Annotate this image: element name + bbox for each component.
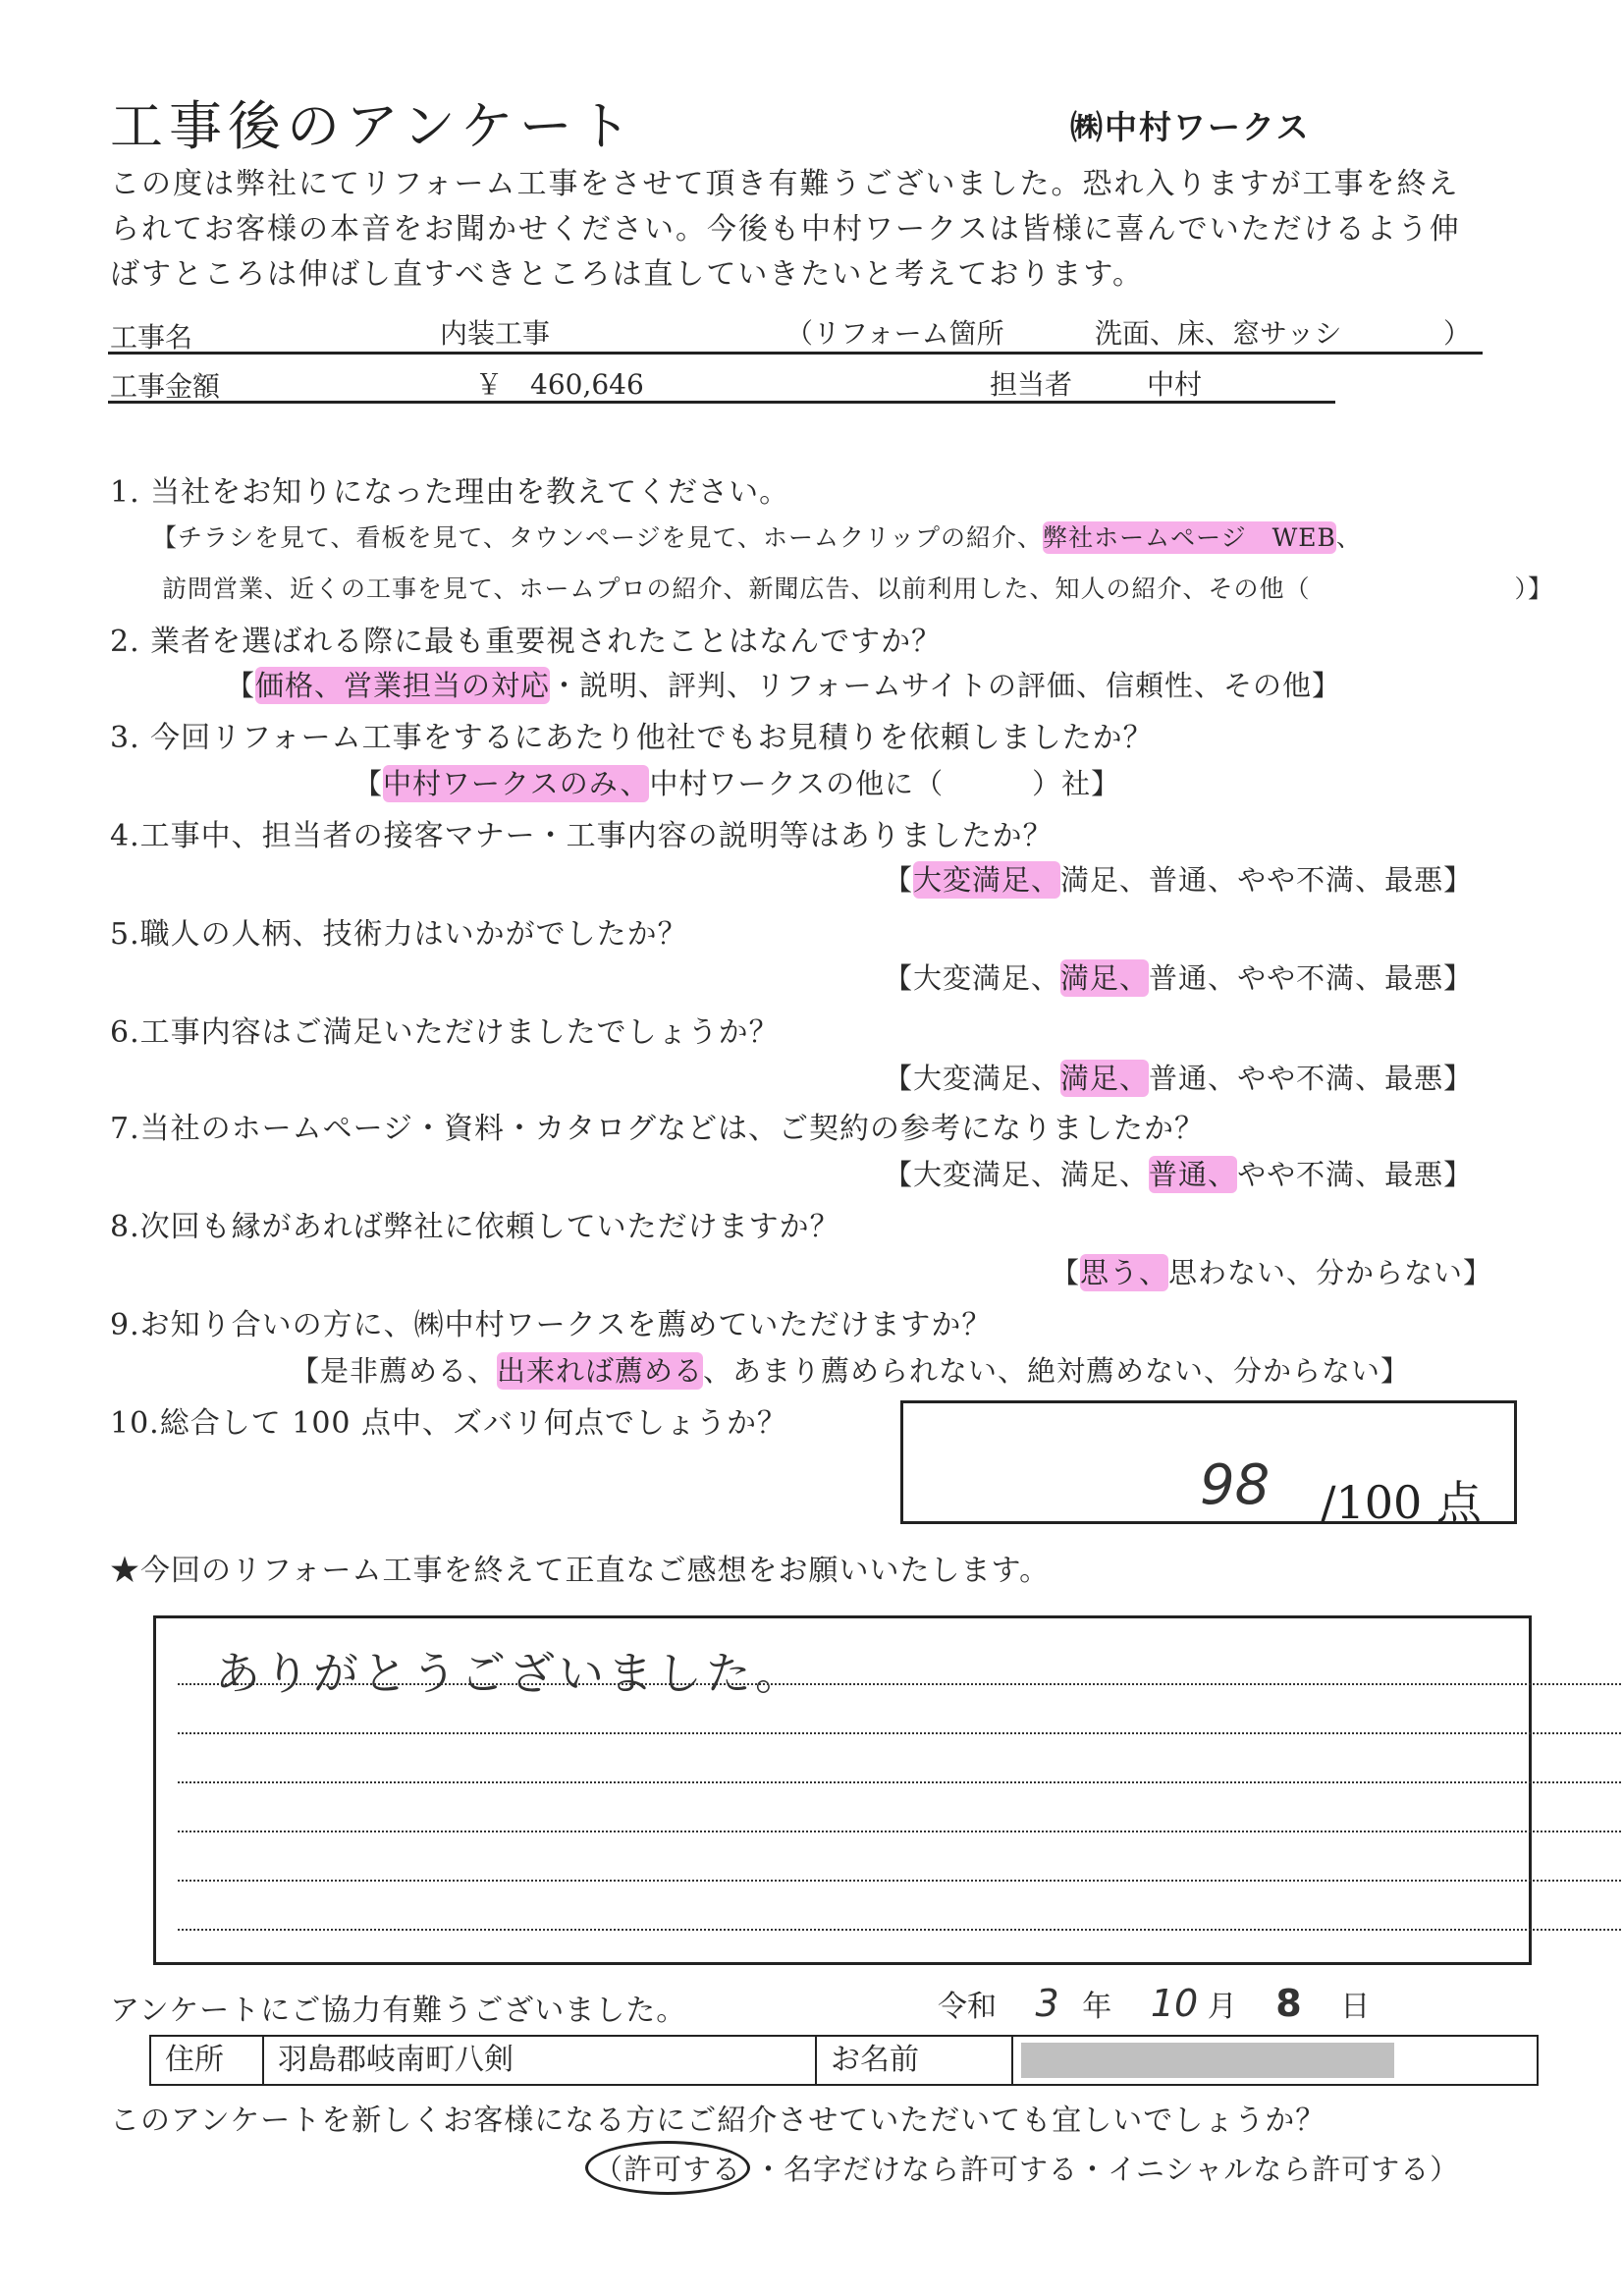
comment-line — [178, 1880, 1623, 1882]
option[interactable]: 最悪】 — [1384, 863, 1474, 897]
comment-line — [178, 1683, 1623, 1685]
question-4-options — [884, 858, 1473, 899]
date-month[interactable]: 10 — [1150, 1982, 1199, 2025]
date-day-unit: 日 — [1340, 1990, 1371, 2024]
question-1 — [110, 467, 789, 511]
option[interactable]: ・説明、評判、リフォームサイトの評価、信頼性、その他】 — [550, 669, 1341, 702]
option[interactable]: タウンページを見て、 — [509, 523, 764, 552]
question-3-options — [353, 762, 1120, 802]
question-1-options-line2[interactable]: 訪問営業、近くの工事を見て、ホームプロの紹介、新聞広告、以前利用した、知人の紹介、その他（ ）】 — [162, 574, 1554, 603]
score-value[interactable]: 98 — [1200, 1453, 1271, 1517]
question-text: 職人の人柄、技術力はいかがでしたか？ — [139, 917, 688, 952]
question-5 — [110, 909, 688, 953]
question-5-options — [884, 957, 1473, 997]
question-text: 次回も縁があれば弊社に依頼していただけますか？ — [139, 1210, 840, 1244]
question-6 — [110, 1008, 780, 1051]
name-value[interactable] — [1013, 2037, 1537, 2084]
question-8 — [110, 1202, 840, 1245]
question-text: 当社のホームページ・資料・カタログなどは、ご契約の参考になりましたか？ — [139, 1112, 1206, 1146]
option[interactable]: 、あまり薦められない、絶対薦めない、分からない】 — [703, 1354, 1411, 1388]
question-1-options-line1 — [152, 519, 1362, 554]
date-era: 令和 — [938, 1990, 997, 2024]
option-separator: 、 — [1335, 523, 1362, 552]
date-year[interactable]: 3 — [1035, 1982, 1059, 2025]
question-text: 工事中、担当者の接客マナー・工事内容の説明等はありましたか？ — [139, 819, 1054, 853]
permission-other-options[interactable]: ・名字だけなら許可する・イニシャルなら許可する） — [754, 2153, 1460, 2186]
score-suffix: /100 点 — [1321, 1476, 1482, 1529]
project-name-underline — [108, 352, 1483, 355]
question-text: 総合して 100 点中、ズバリ何点でしょうか？ — [159, 1406, 788, 1441]
location-value: 洗面、床、窓サッシ — [1095, 317, 1342, 350]
question-8-options — [1051, 1251, 1492, 1291]
comment-line — [178, 1781, 1623, 1783]
question-7-options — [884, 1153, 1473, 1193]
address-value[interactable]: 羽島郡岐南町八剣 — [264, 2037, 817, 2084]
company-name: ㈱中村ワークス — [1070, 108, 1311, 146]
bracket: 【 — [884, 1062, 914, 1095]
project-name-label: 工事名 — [110, 321, 193, 354]
option[interactable]: 看板を見て、 — [355, 523, 510, 552]
question-text: お知り合いの方に、㈱中村ワークスを薦めていただけますか？ — [139, 1308, 993, 1342]
option[interactable]: 【是非薦める、 — [291, 1354, 498, 1388]
intro-line-3: ばすところは伸ばし直すべきところは直していきたいと考えております。 — [110, 257, 1144, 292]
redacted-name — [1021, 2043, 1394, 2078]
question-7 — [110, 1104, 1205, 1147]
bracket: 【 — [884, 961, 914, 995]
option[interactable]: 【チラシを見て、 — [152, 523, 356, 552]
question-9-options — [291, 1349, 1410, 1390]
option[interactable]: やや不満、 — [1237, 961, 1385, 995]
amount-underline — [108, 401, 1335, 404]
question-number: 7. — [110, 1112, 140, 1146]
question-number: 8. — [110, 1210, 140, 1244]
option[interactable]: 満足、 — [1060, 863, 1150, 897]
option[interactable]: 最悪】 — [1384, 961, 1474, 995]
option[interactable]: やや不満、 — [1237, 1062, 1385, 1095]
bracket: 【 — [353, 767, 384, 800]
bracket: 【 — [226, 669, 256, 702]
option[interactable]: やや不満、 — [1237, 863, 1385, 897]
date-month-unit: 月 — [1207, 1990, 1237, 2024]
address-label: 住所 — [151, 2037, 264, 2084]
option-selected[interactable]: 満足、 — [1060, 961, 1150, 995]
page-title: 工事後のアンケート — [110, 95, 637, 157]
permission-selected[interactable]: （許可する — [585, 2141, 750, 2195]
question-2-options — [226, 664, 1341, 704]
amount-value: ￥ 460,646 — [475, 368, 644, 401]
option-selected[interactable]: 価格、営業担当の対応 — [255, 669, 551, 702]
question-10 — [110, 1398, 787, 1442]
question-number: 3. — [110, 721, 140, 755]
question-text: 今回リフォーム工事をするにあたり他社でもお見積りを依頼しましたか？ — [150, 721, 1154, 755]
option[interactable]: 最悪】 — [1384, 1062, 1474, 1095]
permission-question: このアンケートを新しくお客様になる方にご紹介させていただいても宜しいでしょうか？ — [110, 2104, 1326, 2138]
option[interactable]: 普通、 — [1149, 1062, 1238, 1095]
intro-line-1: この度は弊社にてリフォーム工事をさせて頂き有難うございました。恐れ入りますが工事を終え — [110, 167, 1460, 201]
question-6-options — [884, 1057, 1473, 1097]
option[interactable]: 中村ワークスの他に（ ）社】 — [649, 767, 1121, 800]
question-4 — [110, 811, 1054, 854]
question-number: 5. — [110, 917, 140, 952]
bracket: 【 — [1051, 1256, 1081, 1289]
question-9 — [110, 1300, 992, 1343]
permission-options — [585, 2141, 1459, 2195]
option[interactable]: 普通、 — [1149, 863, 1238, 897]
amount-label: 工事金額 — [110, 370, 221, 403]
option-selected[interactable]: 満足、 — [1060, 1062, 1150, 1095]
thanks-text: アンケートにご協力有難うございました。 — [110, 1994, 687, 2028]
question-2 — [110, 617, 942, 660]
project-name-value: 内装工事 — [440, 317, 551, 350]
location-label: （リフォーム箇所 — [785, 317, 1004, 350]
question-number: 9. — [110, 1308, 140, 1342]
intro-line-2: られてお客様の本音をお聞かせください。今後も中村ワークスは皆様に喜んでいただけるよう伸 — [110, 212, 1461, 246]
comments-box[interactable] — [153, 1615, 1532, 1965]
option[interactable]: 大変満足、 — [913, 961, 1061, 995]
comment-line — [178, 1732, 1623, 1734]
question-number: 4. — [110, 819, 140, 853]
address-name-table — [149, 2035, 1539, 2086]
question-text: 工事内容はご満足いただけましたでしょうか？ — [139, 1015, 780, 1050]
option[interactable]: 大変満足、 — [913, 1062, 1061, 1095]
option-selected[interactable]: 弊社ホームページ WEB — [1043, 523, 1336, 552]
question-number: 2. — [110, 625, 140, 659]
option[interactable]: 思わない、 — [1168, 1256, 1317, 1289]
bracket: 【 — [884, 863, 914, 897]
date-field[interactable] — [938, 1982, 1370, 2025]
option-selected[interactable]: 普通、 — [1149, 1158, 1238, 1191]
option-selected[interactable]: 出来れば薦める — [497, 1354, 704, 1388]
staff-label: 担当者 — [990, 368, 1073, 401]
option[interactable]: 大変満足、 — [913, 1158, 1061, 1191]
option-selected[interactable]: 思う、 — [1080, 1256, 1169, 1289]
option-selected[interactable]: 中村ワークスのみ、 — [383, 767, 650, 800]
comment-line — [178, 1831, 1623, 1832]
location-close: ） — [1443, 317, 1472, 350]
date-day[interactable]: 8 — [1275, 1982, 1302, 2025]
option[interactable]: 満足、 — [1060, 1158, 1150, 1191]
bracket: 【 — [884, 1158, 914, 1191]
question-number: 1. — [110, 475, 140, 510]
date-year-unit: 年 — [1082, 1990, 1112, 2024]
question-number: 10. — [110, 1406, 160, 1441]
staff-value: 中村 — [1147, 368, 1203, 401]
question-3 — [110, 713, 1154, 756]
comment-line — [178, 1929, 1623, 1931]
question-number: 6. — [110, 1015, 140, 1050]
comments-text[interactable]: ありがとうございました。 — [215, 1647, 804, 1700]
question-text: 業者を選ばれる際に最も重要視されたことはなんですか？ — [150, 625, 943, 659]
comments-prompt: ★今回のリフォーム工事を終えて正直なご感想をお願いいたします。 — [110, 1554, 1051, 1588]
option[interactable]: やや不満、 — [1237, 1158, 1385, 1191]
name-label: お名前 — [817, 2037, 1013, 2084]
option[interactable]: 分からない】 — [1316, 1256, 1493, 1289]
option-selected[interactable]: 大変満足、 — [913, 863, 1061, 897]
option[interactable]: 普通、 — [1149, 961, 1238, 995]
question-text: 当社をお知りになった理由を教えてください。 — [150, 475, 790, 510]
option[interactable]: ホームクリップの紹介、 — [763, 523, 1044, 552]
option[interactable]: 最悪】 — [1384, 1158, 1474, 1191]
